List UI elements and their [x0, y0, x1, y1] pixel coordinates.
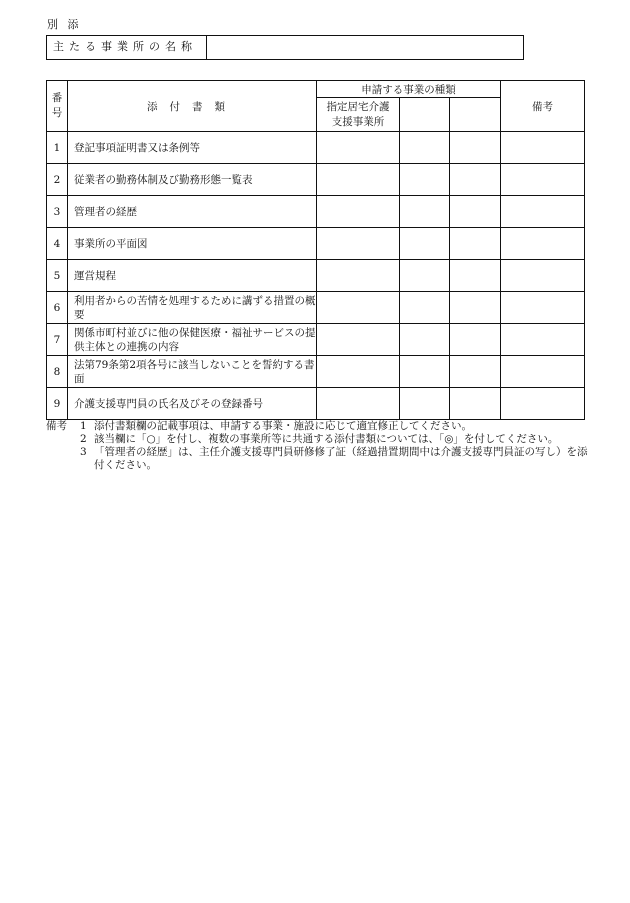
row-check-blank-1[interactable]	[400, 292, 450, 324]
note-number: 2	[80, 433, 87, 445]
table-row	[47, 132, 585, 164]
row-document: 利用者からの苦情を処理するために講ずる措置の概要	[68, 292, 317, 324]
row-check-blank-1[interactable]	[400, 260, 450, 292]
row-check-home-care-support[interactable]	[317, 228, 400, 260]
note-item	[46, 446, 591, 472]
row-check-home-care-support[interactable]	[317, 324, 400, 356]
header-subtype-blank-1	[400, 98, 450, 132]
row-check-blank-2[interactable]	[450, 196, 501, 228]
row-number: 1	[47, 132, 68, 164]
row-number: 5	[47, 260, 68, 292]
header-number-text: 番号	[51, 92, 63, 119]
row-check-home-care-support[interactable]	[317, 164, 400, 196]
row-check-blank-1[interactable]	[400, 196, 450, 228]
table-row	[47, 164, 585, 196]
row-check-home-care-support[interactable]	[317, 196, 400, 228]
row-remarks[interactable]	[501, 196, 585, 228]
row-remarks[interactable]	[501, 356, 585, 388]
note-text: 添付書類欄の記載事項は、申請する事業・施設に応じて適宜修正してください。	[94, 420, 472, 432]
note-item	[46, 420, 591, 433]
row-document: 介護支援専門員の氏名及びその登録番号	[68, 388, 317, 420]
row-remarks[interactable]	[501, 132, 585, 164]
row-number: 9	[47, 388, 68, 420]
note-text: 該当欄に「○」を付し、複数の事業所等に共通する添付書類については、「◎」を付してください。	[94, 433, 559, 445]
row-remarks[interactable]	[501, 324, 585, 356]
row-check-blank-2[interactable]	[450, 164, 501, 196]
row-check-blank-1[interactable]	[400, 132, 450, 164]
row-check-blank-2[interactable]	[450, 132, 501, 164]
row-check-blank-1[interactable]	[400, 324, 450, 356]
row-check-blank-2[interactable]	[450, 292, 501, 324]
table-row	[47, 292, 585, 324]
row-check-blank-2[interactable]	[450, 228, 501, 260]
row-document: 管理者の経歴	[68, 196, 317, 228]
row-check-home-care-support[interactable]	[317, 356, 400, 388]
header-subtype-home-care-support	[317, 98, 400, 132]
row-remarks[interactable]	[501, 388, 585, 420]
row-check-home-care-support[interactable]	[317, 292, 400, 324]
row-number: 7	[47, 324, 68, 356]
table-row	[47, 356, 585, 388]
header-documents: 添付書類	[68, 81, 317, 132]
header-subtype-line1: 指定居宅介護	[326, 100, 390, 113]
table-row	[47, 260, 585, 292]
table-row	[47, 228, 585, 260]
row-document: 従業者の勤務体制及び勤務形態一覧表	[68, 164, 317, 196]
office-name-label: 主たる事業所の名称	[47, 36, 207, 59]
notes-indent	[46, 446, 80, 472]
attachment-label: 別 添	[47, 18, 82, 31]
row-check-home-care-support[interactable]	[317, 388, 400, 420]
notes-indent	[46, 433, 80, 446]
row-number: 8	[47, 356, 68, 388]
header-subtype-blank-2	[450, 98, 501, 132]
row-check-blank-2[interactable]	[450, 356, 501, 388]
row-remarks[interactable]	[501, 164, 585, 196]
office-name-field	[46, 35, 524, 60]
notes-heading: 備考	[46, 420, 67, 432]
table-row	[47, 196, 585, 228]
row-remarks[interactable]	[501, 260, 585, 292]
row-check-blank-1[interactable]	[400, 356, 450, 388]
header-number	[47, 81, 68, 132]
row-check-home-care-support[interactable]	[317, 260, 400, 292]
header-application-type: 申請する事業の種類	[317, 81, 501, 98]
row-document: 登記事項証明書又は条例等	[68, 132, 317, 164]
header-remarks: 備考	[501, 81, 585, 132]
row-check-blank-1[interactable]	[400, 228, 450, 260]
note-item	[46, 433, 591, 446]
office-name-value[interactable]	[207, 36, 523, 59]
row-number: 3	[47, 196, 68, 228]
row-check-blank-2[interactable]	[450, 324, 501, 356]
row-check-blank-1[interactable]	[400, 164, 450, 196]
row-document: 関係市町村並びに他の保健医療・福祉サービスの提供主体との連携の内容	[68, 324, 317, 356]
row-remarks[interactable]	[501, 292, 585, 324]
row-document: 事業所の平面図	[68, 228, 317, 260]
row-number: 4	[47, 228, 68, 260]
row-number: 2	[47, 164, 68, 196]
table-row	[47, 324, 585, 356]
row-check-blank-2[interactable]	[450, 260, 501, 292]
row-remarks[interactable]	[501, 228, 585, 260]
note-number: 1	[80, 420, 87, 432]
row-check-home-care-support[interactable]	[317, 132, 400, 164]
row-check-blank-2[interactable]	[450, 388, 501, 420]
table-row	[47, 388, 585, 420]
notes-section	[46, 420, 591, 472]
note-text: 「管理者の経歴」は、主任介護支援専門員研修修了証（経過措置期間中は介護支援専門員証の写し）を添付ください。	[94, 446, 588, 471]
row-document: 運営規程	[68, 260, 317, 292]
note-number: 3	[80, 446, 87, 458]
row-document: 法第79条第2項各号に該当しないことを誓約する書面	[68, 356, 317, 388]
row-number: 6	[47, 292, 68, 324]
row-check-blank-1[interactable]	[400, 388, 450, 420]
header-subtype-line2: 支援事業所	[331, 115, 385, 128]
attachments-table	[46, 80, 585, 420]
